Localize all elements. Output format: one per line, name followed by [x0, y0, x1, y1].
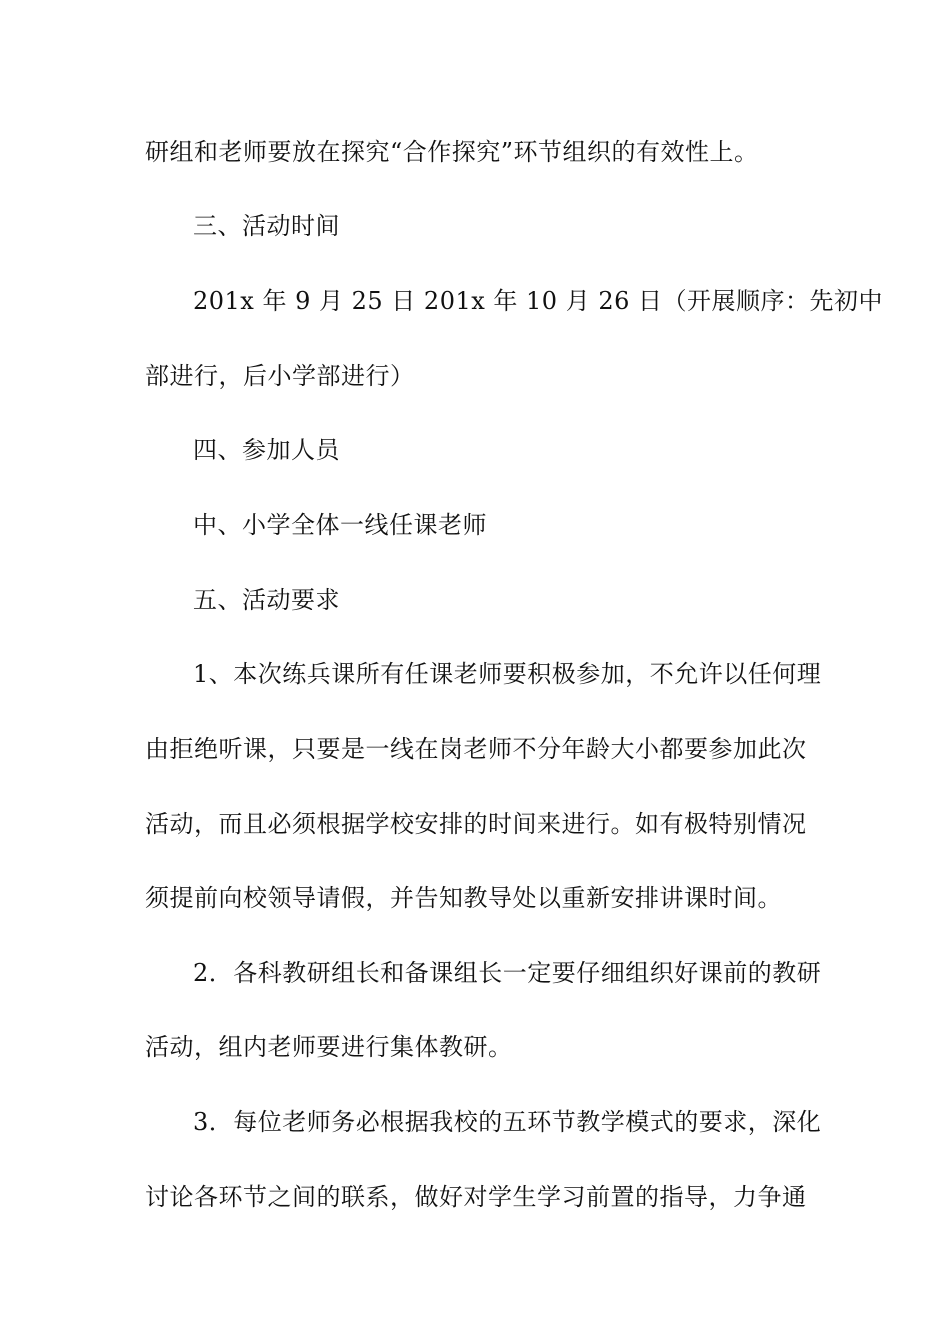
text-line: 活动，组内老师要进行集体教研。 — [145, 1033, 513, 1061]
text-line: 2．各科教研组长和备课组长一定要仔细组织好课前的教研 — [193, 959, 822, 987]
section-heading-participants: 四、参加人员 — [193, 436, 340, 464]
section-heading-requirements: 五、活动要求 — [193, 586, 340, 614]
text-line: 部进行，后小学部进行） — [145, 362, 415, 390]
section-heading-time: 三、活动时间 — [193, 212, 340, 240]
text-line: 研组和老师要放在探究“合作探究”环节组织的有效性上。 — [145, 138, 759, 166]
text-line: 须提前向校领导请假，并告知教导处以重新安排讲课时间。 — [145, 884, 782, 912]
text-line: 讨论各环节之间的联系，做好对学生学习前置的指导，力争通 — [145, 1183, 807, 1211]
text-line: 1、本次练兵课所有任课老师要积极参加，不允许以任何理 — [193, 660, 822, 688]
text-line: 活动，而且必须根据学校安排的时间来进行。如有极特别情况 — [145, 810, 807, 838]
text-line: 201x 年 9 月 25 日 201x 年 10 月 26 日（开展顺序：先初中 — [193, 287, 883, 315]
text-line: 中、小学全体一线任课老师 — [193, 511, 487, 539]
text-line: 由拒绝听课，只要是一线在岗老师不分年龄大小都要参加此次 — [145, 735, 807, 763]
text-line: 3．每位老师务必根据我校的五环节教学模式的要求，深化 — [193, 1108, 822, 1136]
